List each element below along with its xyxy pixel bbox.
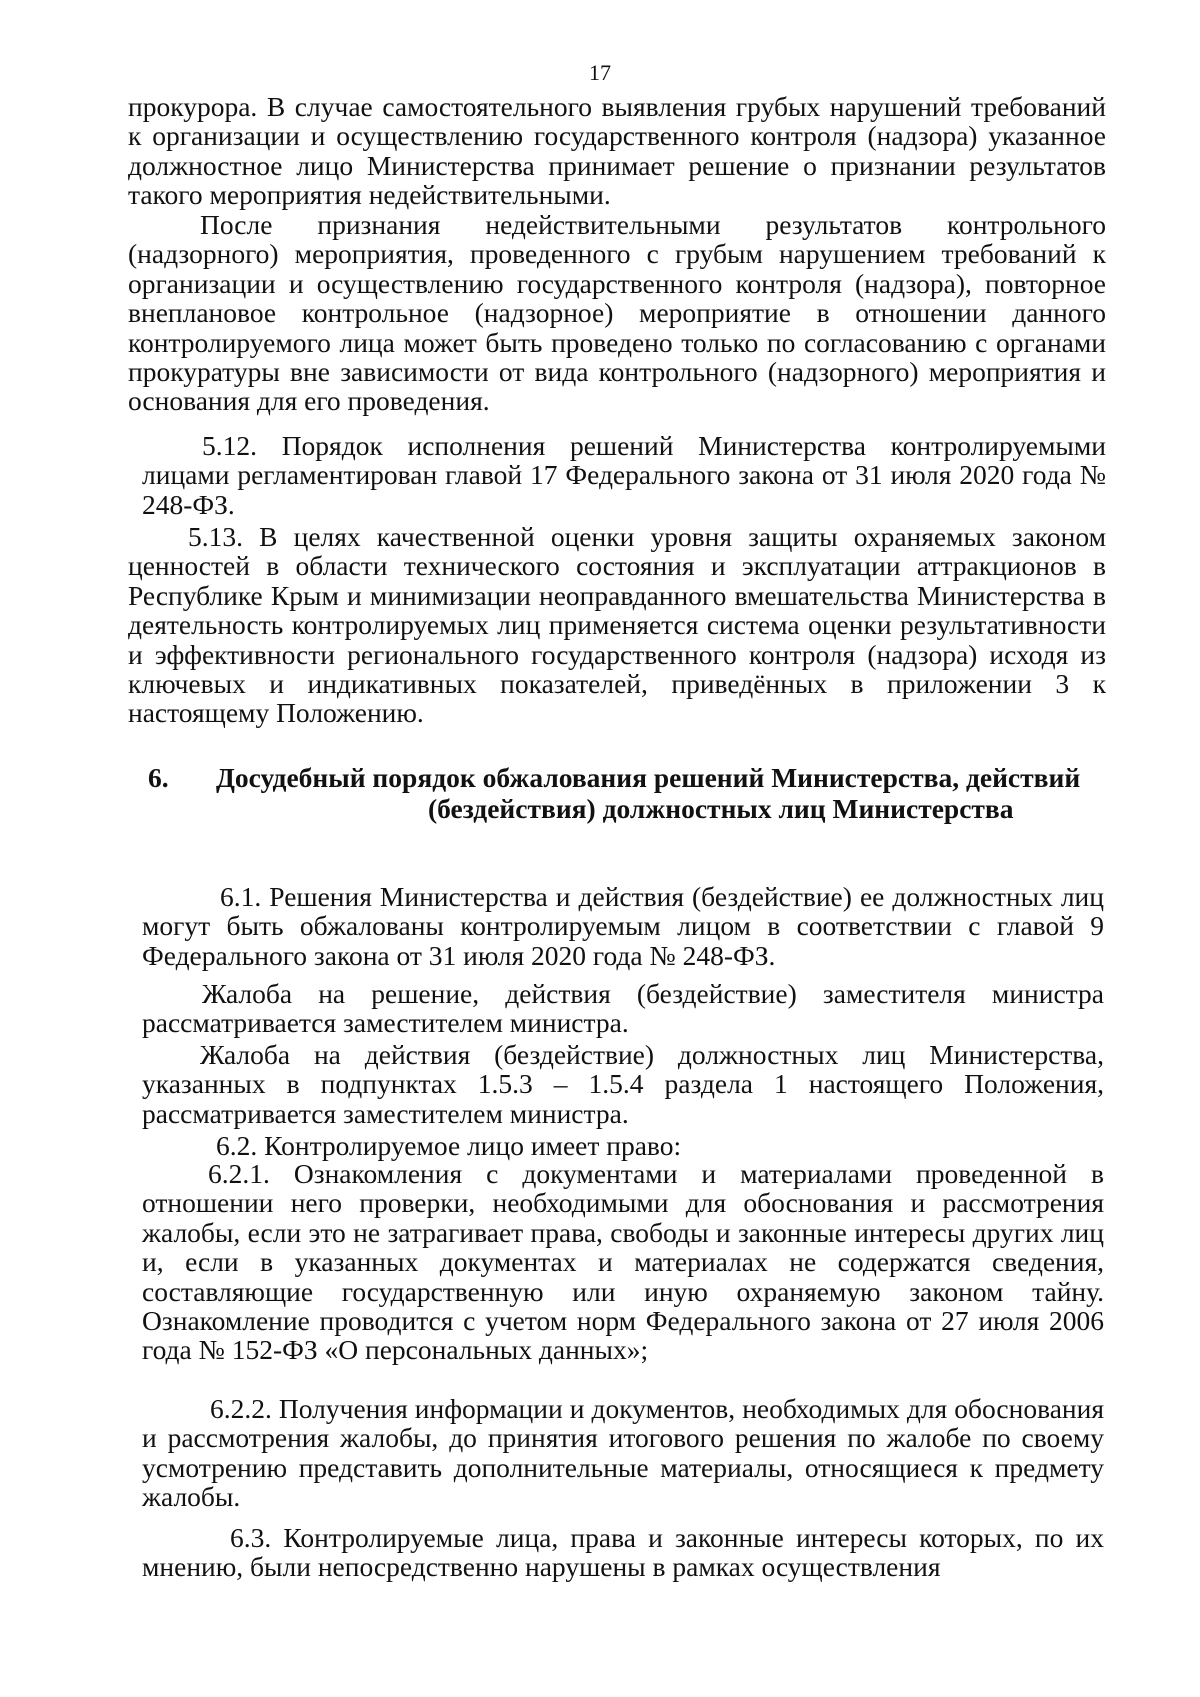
paragraph-6-1: 6.1. Решения Министерства и действия (бездействие) ее должностных лиц могут быть обжалованы контролируемым лицом в соответствии с главой 9 Федерального закона от 31 июля 2020 года № 248-ФЗ. [142,881,1104,971]
paragraph-6-2-2: 6.2.2. Получения информации и документов, необходимых для обоснования и рассмотрения жалобы, до принятия итогового решения по жалобе по своему усмотрению представить дополнительные материалы, относящиеся к предмету жалобы. [142,1393,1104,1513]
paragraph: прокурора. В случае самостоятельного выявления грубых нарушений требований к организации и осуществлению государственного контроля (надзора) указанное должностное лицо Министерства принимает решение о признании результатов такого мероприятия недействительными. [128,91,1106,211]
paragraph-5-12: 5.12. Порядок исполнения решений Министерства контролируемыми лицами регламентирован главой 17 Федерального закона от 31 июля 2020 года № 248-ФЗ. [142,430,1106,520]
paragraph-6-2-1: 6.2.1. Ознакомления с документами и материалами проведенной в отношении него проверки, необходимыми для обоснования и рассмотрения жалобы, если это не затрагивает права, свободы и законные интересы других лиц и, если в указанных документах и материалах не содержатся сведения, составляющие государственную или иную охраняемую законом тайну. Ознакомление проводится с учетом норм Федерального закона от 27 июля 2006 года № 152-ФЗ «О персональных данных»; [142,1158,1104,1366]
paragraph: Жалоба на решение, действия (бездействие) заместителя министра рассматривается заместителем министра. [142,978,1104,1039]
paragraph-6-3: 6.3. Контролируемые лица, права и законные интересы которых, по их мнению, были непосредственно нарушены в рамках осуществления [142,1522,1104,1583]
section-title-line-1: Досудебный порядок обжалования решений Министерства, действий [216,762,1081,793]
section-title-line-2: (бездействия) должностных лиц Министерства [428,793,1014,824]
paragraph: Жалоба на действия (бездействие) должностных лиц Министерства, указанных в подпунктах 1.5.3 – 1.5.4 раздела 1 настоящего Положения, рассматривается заместителем министра. [142,1039,1104,1129]
paragraph: После признания недействительными результатов контрольного (надзорного) мероприятия, проведенного с грубым нарушением требований к организации и осуществлению государственного контроля (надзора), повторное внеплановое контрольное (надзорное) мероприятие в отношении данного контролируемого лица может быть проведено только по согласованию с органами прокуратуры вне зависимости от вида контрольного (надзорного) мероприятия и основания для его проведения. [128,209,1106,417]
page-number: 17 [589,60,611,85]
section-number: 6. [148,762,169,793]
paragraph-5-13: 5.13. В целях качественной оценки уровня защиты охраняемых законом ценностей в области технического состояния и эксплуатации аттракционов в Республике Крым и минимизации неоправданного вмешательства Министерства в деятельность контролируемых лиц применяется система оценки результативности и эффективности регионального государственного контроля (надзора) исходя из ключевых и индикативных показателей, приведённых в приложении 3 к настоящему Положению. [128,521,1106,729]
paragraph-6-2: 6.2. Контролируемое лицо имеет право: [216,1130,682,1161]
